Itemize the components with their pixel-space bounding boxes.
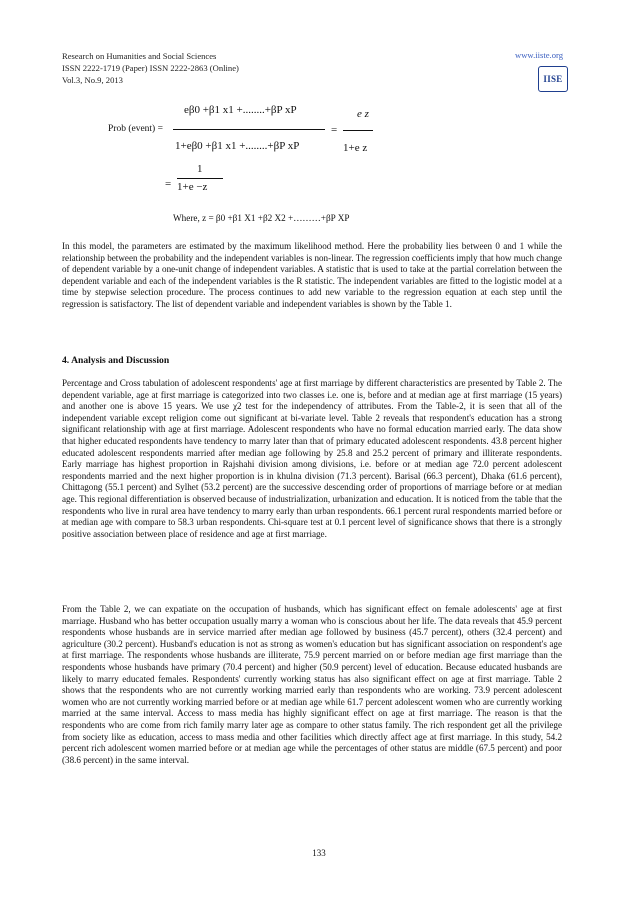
- fraction-bar-2: [343, 130, 373, 131]
- journal-issn: ISSN 2222-1719 (Paper) ISSN 2222-2863 (Online): [62, 63, 239, 73]
- equation-denominator-3: 1+e −z: [177, 181, 208, 193]
- equation-numerator-3: 1: [197, 163, 203, 175]
- journal-volume: Vol.3, No.9, 2013: [62, 75, 123, 85]
- iiste-logo: [538, 66, 568, 92]
- equation-label: Prob (event) =: [108, 124, 163, 134]
- page-number: 133: [312, 848, 326, 858]
- equals-sign-2: =: [165, 178, 172, 190]
- paragraph-model-description: In this model, the parameters are estimated by the maximum likelihood method. Here the probability lies between 0 and 1 while the relationship between the probability and the independent variables is non-linear. The regression coefficients imply that how much change of dependent variable by a one-unit change of independent variables. A statistic that is used to take at the partial correlation between the dependent variable and each of the independent variables is the R statistic. The independent variables are fitted to the logistic model at a time by stepwise selection procedure. The process continues to add new variable to the regression equation at each step until the regression is satisfactory. The list of dependent variable and independent variables is shown by the Table 1.: [62, 241, 562, 309]
- fraction-bar-3: [177, 178, 223, 179]
- journal-url-link[interactable]: www.iiste.org: [515, 50, 563, 60]
- equation-where-clause: Where, z = β0 +β1 X1 +β2 X2 +………+βP XP: [173, 213, 350, 223]
- fraction-bar-1: [173, 129, 325, 130]
- equation-numerator-2: e z: [357, 108, 369, 120]
- equals-sign-1: =: [331, 124, 338, 136]
- journal-name: Research on Humanities and Social Sciences: [62, 51, 217, 61]
- equation-denominator-2: 1+e z: [343, 142, 368, 154]
- logo-text: IISE: [543, 74, 563, 84]
- paragraph-age-at-marriage: Percentage and Cross tabulation of adolescent respondents' age at first marriage by different characteristics are presented by Table 2. The dependent variable, age at first marriage is categorized into two classes i.e. one is, before and at median age at first marriage (15 years) and another one is above 15 years. We use χ2 test for the independency of attributes. From the Table-2, it is seen that all of the independent variable except religion come out significant at bi-variate level. Table 2 reveals that respondent's education has a strong significant relationship with age at first marriage. Adolescent respondents who have no formal education married early. The data show that higher educated respondents have tendency to marry later than that of primary educated adolescent respondents. 43.8 percent higher educated adolescent respondents married after median age following by 25.8 and 25.2 percent of primary and illiterate respondents. Early marriage has highest proportion in Rajshahi division among divisions, i.e. before or at median age 72.0 percent adolescent respondents married and the next higher proportion is in khulna division (71.3 percent). Barisal (66.3 percent), Dhaka (61.6 percent), Chittagong (55.1 percent) and Sylhet (53.2 percent) are the successive descending order of proportions of marriage before or at median age. This regional differentiation is observed because of industrialization, urbanization and education. It is noticed from the table that the respondents who live in rural area have tendency to marry early than urban respondents. 66.1 percent rural respondents married before or at median age with compare to 58.3 urban respondents. Chi-square test at 0.1 percent level of significance shows that there is a strongly positive association between place of residence and age at first marriage.: [62, 378, 562, 539]
- journal-header: [62, 50, 239, 86]
- paragraph-husband-occupation: From the Table 2, we can expatiate on the occupation of husbands, which has significant effect on female adolescents' age at first marriage. Husband who has better occupation usually marry a woman who is conscious about her life. The data reveals that 45.9 percent respondents whose husbands are in service married after median age followed by business (45.7 percent), others (32.4 percent) and agriculture (30.2 percent). Husband's education is not as strong as women's education but has significant association on respondent's age at first marriage. The respondents whose husbands are illiterate, 75.9 percent married on or before median age first marriage than the respondents whose husbands have primary (70.4 percent) and higher (50.9 percent) level of education. Because educated husbands are likely to marry educated females. Respondents' currently working status has also significant effect on age at first marriage. Table 2 shows that the respondents who are not currently working married early than respondents who are working. 73.9 percent adolescent women who are not currently working married before or at median age while 61.7 percent adolescent women who are currently working married at the same interval. Access to mass media has highly significant effect on age at first marriage. The reason is that the respondents who are come from rich family marry later age as compare to other status family. The rich respondent get all the privilege from society like as education, access to mass media and other facilities which directly affect age at first marriage. In this study, 54.2 percent rich adolescent women married before or at median age while the percentages of other status are middle (67.5 percent) and poor (38.6 percent) in the same interval.: [62, 604, 562, 765]
- section-heading: 4. Analysis and Discussion: [62, 355, 170, 366]
- equation-denominator-1: 1+eβ0 +β1 x1 +........+βP xP: [175, 140, 300, 152]
- equation-numerator-1: eβ0 +β1 x1 +........+βP xP: [184, 104, 297, 116]
